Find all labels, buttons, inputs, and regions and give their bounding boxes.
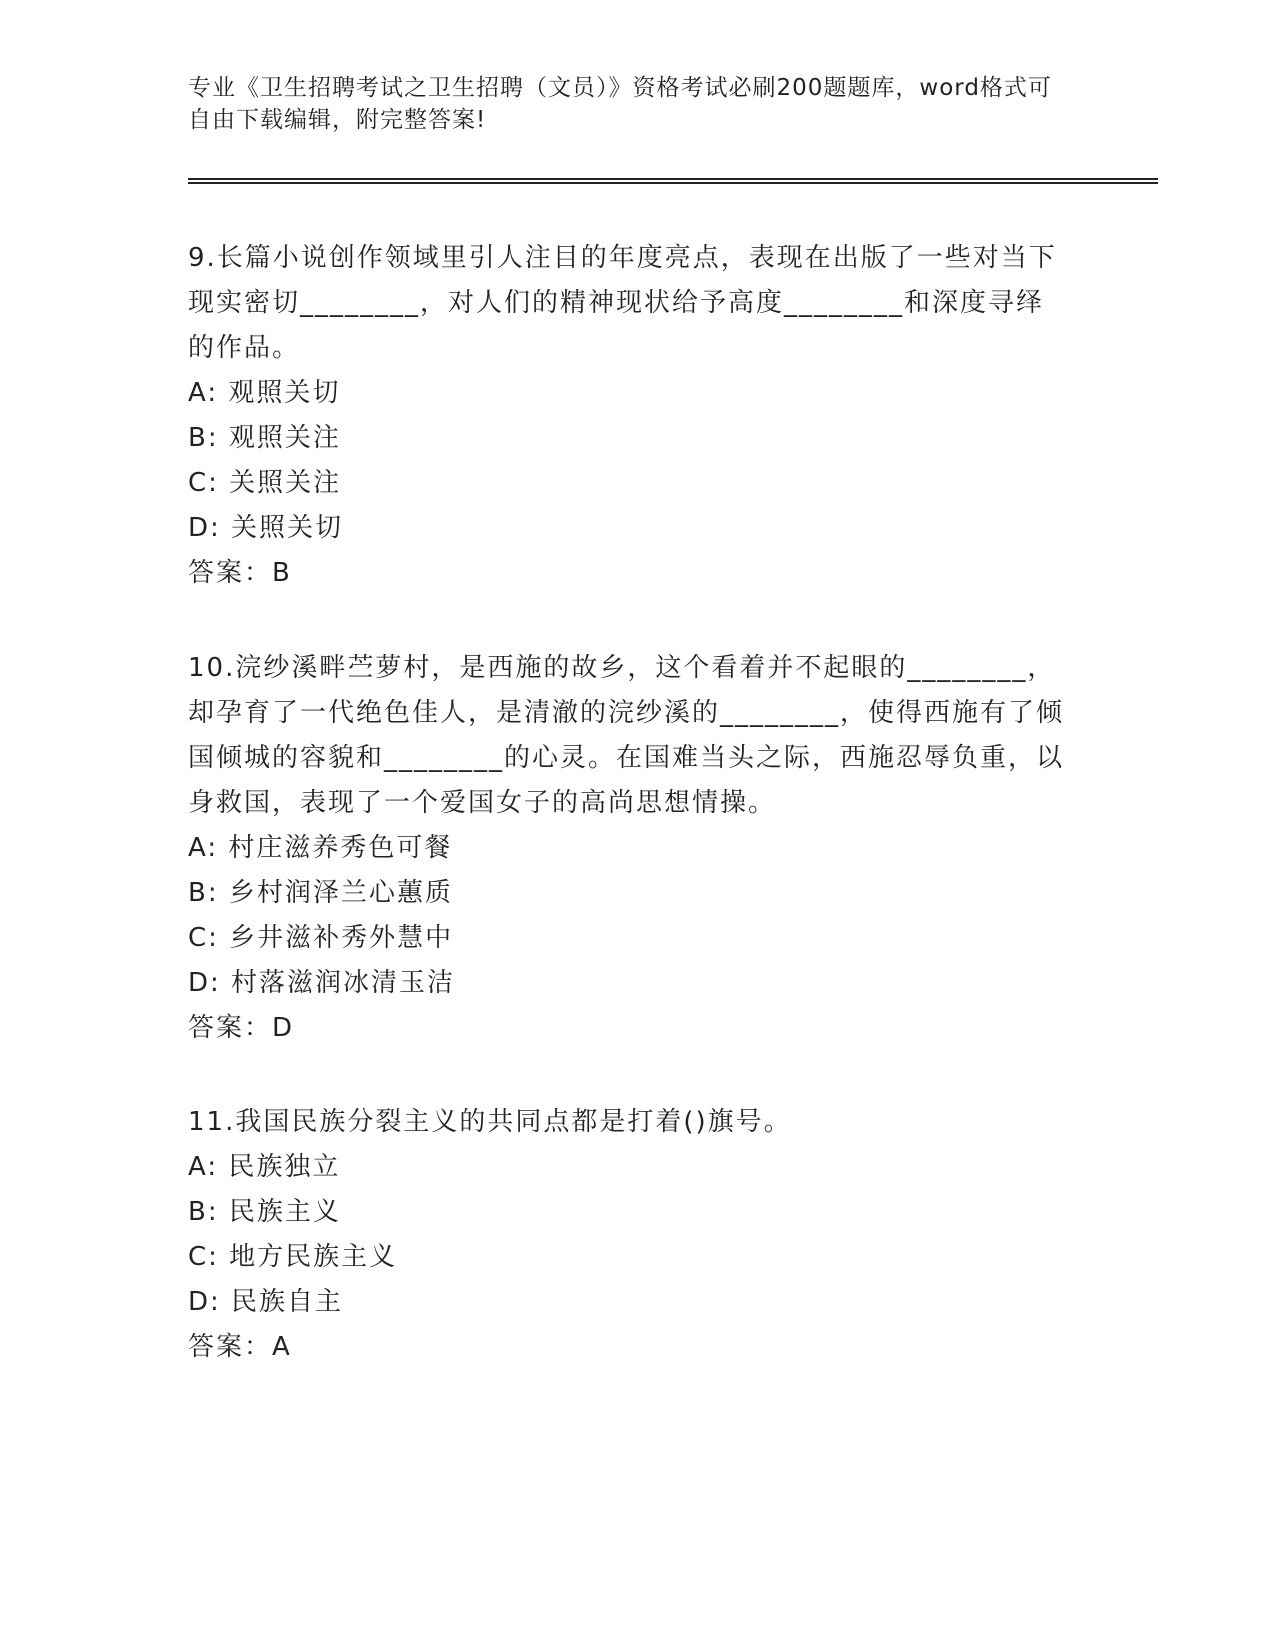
question-stem: 9.长篇小说创作领域里引人注目的年度亮点，表现在出版了一些对当下现实密切________，对人们的精神现状给予高度________和深度寻绎的作品。 (188, 243, 1057, 363)
option-c: C: 关照关注 (188, 468, 342, 498)
option-d: D: 村落滋润冰清玉洁 (188, 968, 456, 998)
option-d: D: 民族自主 (188, 1287, 344, 1317)
option-c: C: 地方民族主义 (188, 1242, 398, 1272)
option-c: C: 乡井滋补秀外慧中 (188, 923, 454, 953)
option-a: A: 民族独立 (188, 1152, 341, 1182)
option-a: A: 观照关切 (188, 378, 341, 408)
option-b: B: 乡村润泽兰心蕙质 (188, 878, 453, 908)
option-d: D: 关照关切 (188, 513, 344, 543)
option-a: A: 村庄滋养秀色可餐 (188, 833, 453, 863)
question-stem: 10.浣纱溪畔苎萝村，是西施的故乡，这个看着并不起眼的________，却孕育了一代绝色佳人，是清澈的浣纱溪的________，使得西施有了倾国倾城的容貌和________的心灵。在国难当头之际，西施忍辱负重，以身救国，表现了一个爱国女子的高尚思想情操。 (188, 653, 1065, 818)
question-11 (188, 1100, 1068, 1370)
option-b: B: 民族主义 (188, 1197, 341, 1227)
option-b: B: 观照关注 (188, 423, 341, 453)
answer: 答案：A (188, 1332, 292, 1362)
question-10 (188, 646, 1068, 1051)
question-9 (188, 236, 1068, 596)
answer: 答案：B (188, 558, 292, 588)
document-header: 专业《卫生招聘考试之卫生招聘（文员）》资格考试必刷200题题库，word格式可自由下载编辑，附完整答案! (188, 75, 1052, 133)
answer: 答案：D (188, 1013, 295, 1043)
question-stem: 11.我国民族分裂主义的共同点都是打着()旗号。 (188, 1107, 792, 1137)
header-divider (188, 178, 1158, 184)
